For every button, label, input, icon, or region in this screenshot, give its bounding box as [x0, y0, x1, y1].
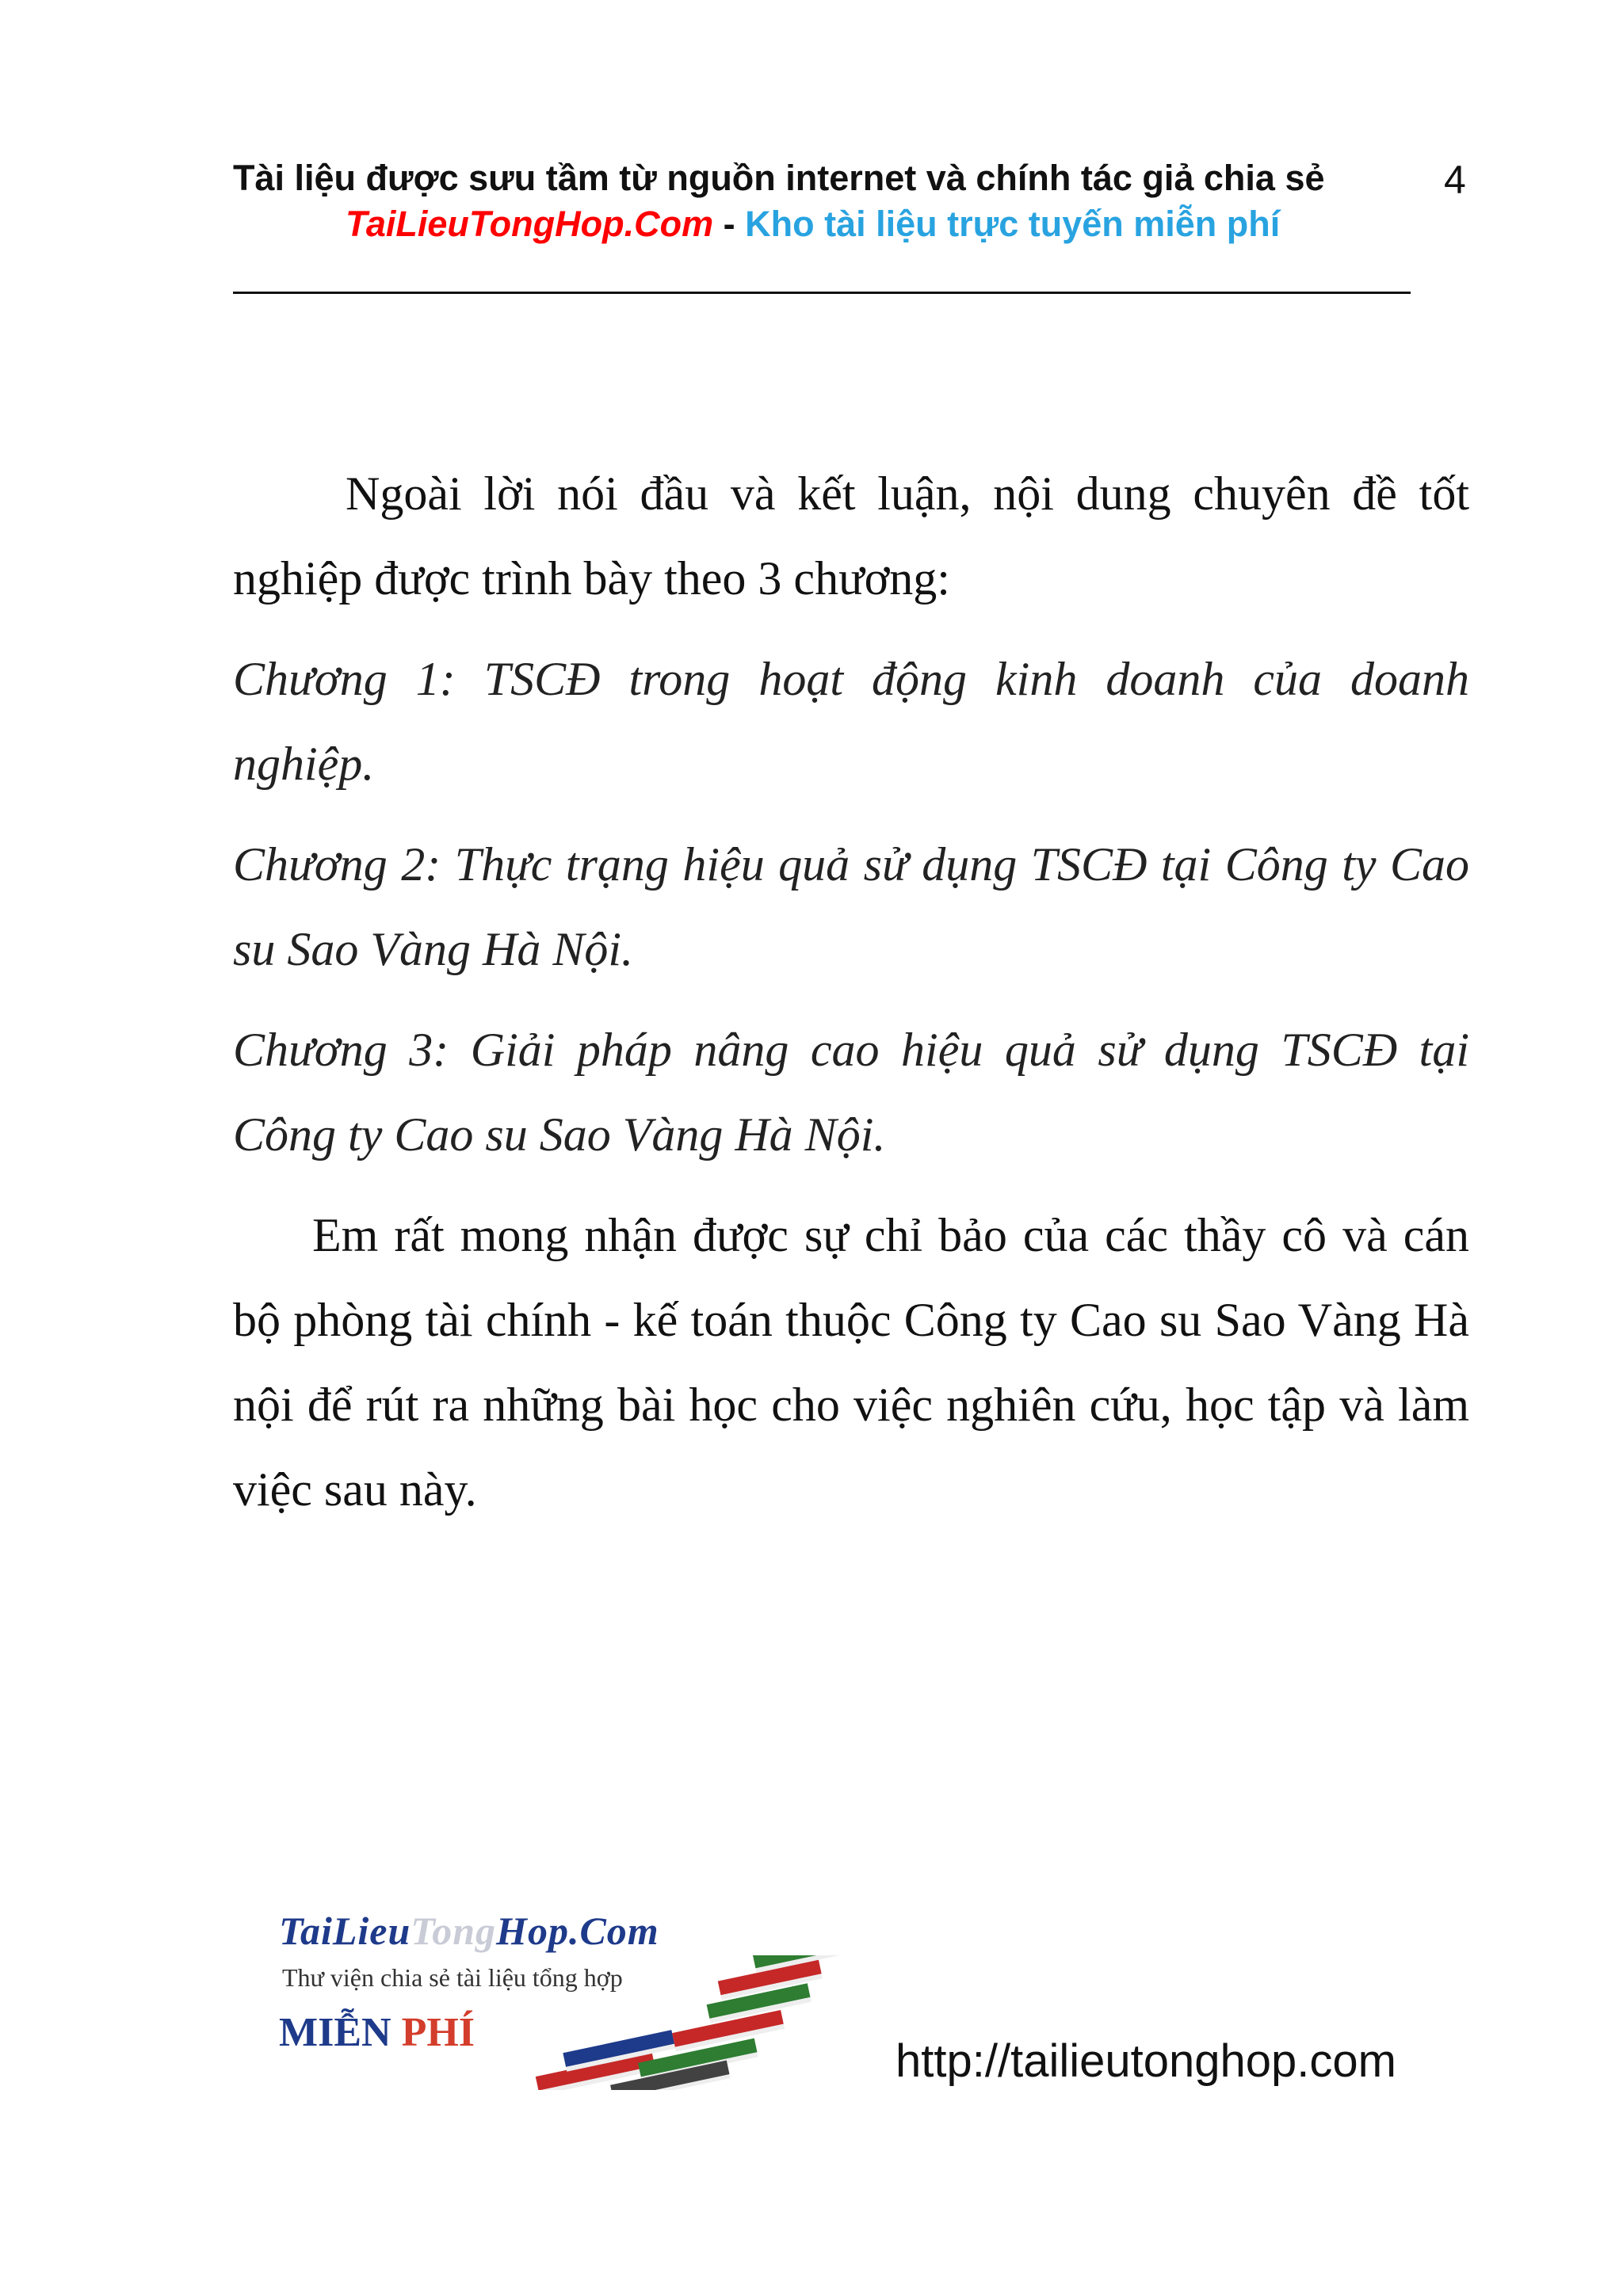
- header-divider: [233, 292, 1411, 294]
- logo-free-label: [279, 2009, 475, 2056]
- header-site-line: [346, 201, 1414, 247]
- closing-paragraph: Em rất mong nhận được sự chỉ bảo của các thầy cô và cán bộ phòng tài chính - kế toán thuộc Công ty Cao su Sao Vàng Hà nội để rút ra những bài học cho việc nghiên cứu, học tập và làm việc sau này.: [233, 1209, 1469, 1516]
- logo-title-part3: Hop.Com: [496, 1909, 659, 1953]
- logo-free-part1: MIỄN: [279, 2010, 402, 2055]
- logo-subtitle: Thư viện chia sẻ tài liệu tổng hợp: [282, 1963, 623, 1992]
- intro-paragraph: Ngoài lời nói đầu và kết luận, nội dung chuyên đề tốt nghiệp được trình bày theo 3 chương:: [233, 467, 1469, 605]
- site-name-link[interactable]: TaiLieuTongHop.Com: [346, 204, 714, 244]
- books-stack-icon: [512, 1955, 876, 2090]
- logo-title-part1: TaiLieu: [279, 1909, 411, 1953]
- logo-free-part2: PHÍ: [401, 2010, 475, 2055]
- site-url-link[interactable]: http://tailieutonghop.com: [896, 2035, 1396, 2087]
- logo-title: [279, 1908, 659, 1954]
- logo-title-part2: Tong: [411, 1909, 497, 1953]
- document-body: [233, 452, 1469, 1548]
- chapter-1-item: Chương 1: TSCĐ trong hoạt động kinh doanh của doanh nghiệp.: [233, 653, 1469, 790]
- chapter-3-item: Chương 3: Giải pháp nâng cao hiệu quả sử dụng TSCĐ tại Công ty Cao su Sao Vàng Hà Nội.: [233, 1024, 1469, 1161]
- chapter-2-item: Chương 2: Thực trạng hiệu quả sử dụng TSCĐ tại Công ty Cao su Sao Vàng Hà Nội.: [233, 838, 1469, 975]
- page-number: 4: [1444, 158, 1466, 202]
- header-source-note: Tài liệu được sưu tầm từ nguồn internet và chính tác giả chia sẻ: [233, 158, 1325, 198]
- header-separator: -: [713, 204, 746, 244]
- site-logo[interactable]: [274, 1908, 892, 2090]
- page-header: [233, 155, 1414, 247]
- site-tagline: Kho tài liệu trực tuyến miễn phí: [745, 204, 1281, 244]
